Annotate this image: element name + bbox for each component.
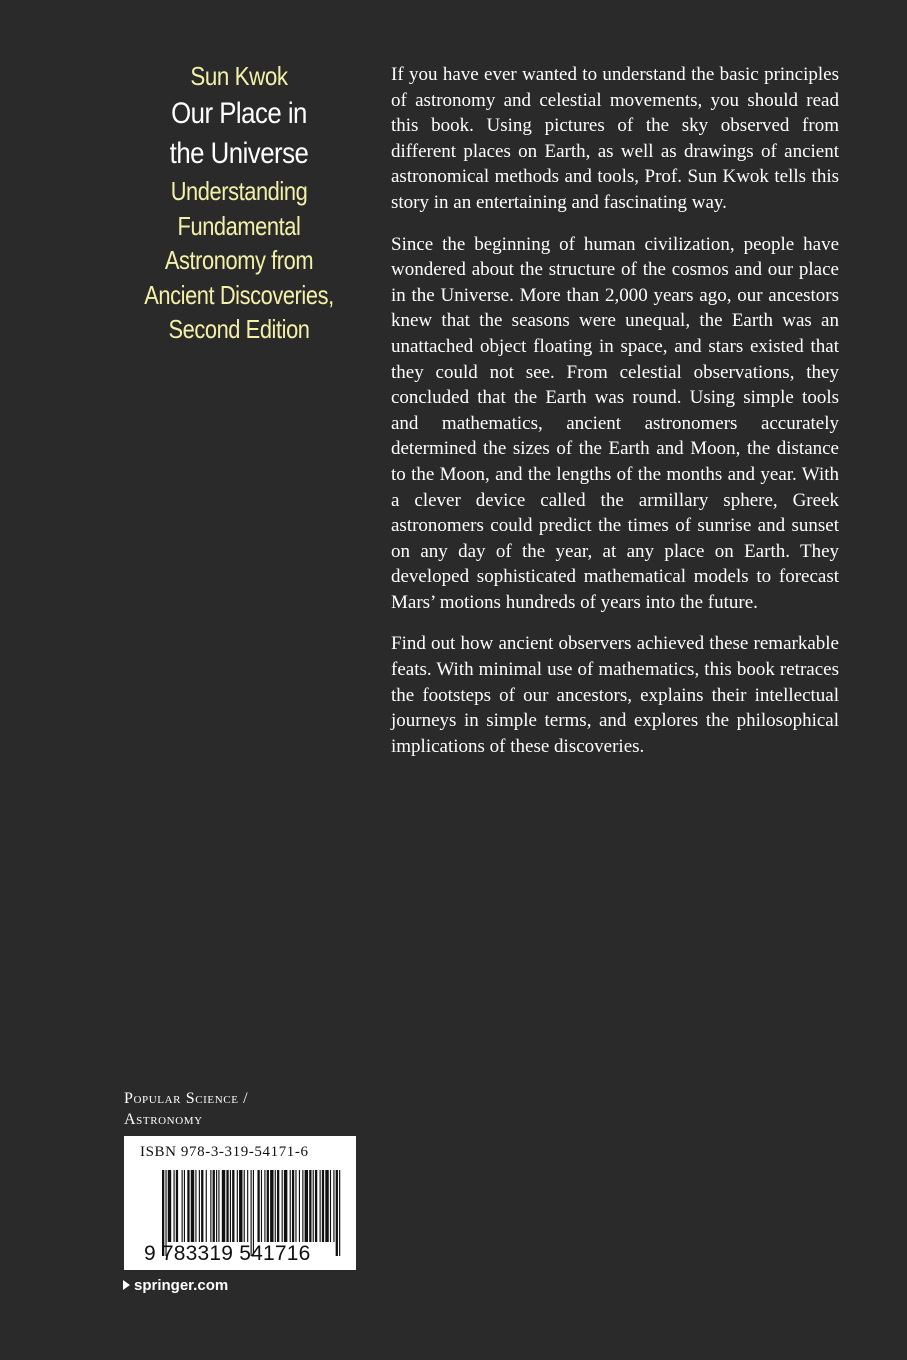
barcode-bar	[302, 1170, 303, 1242]
barcode-bar	[309, 1170, 311, 1242]
barcode-bar	[277, 1170, 279, 1242]
subtitle-line-3: Astronomy from	[164, 245, 314, 275]
barcode-bar	[230, 1170, 231, 1242]
publisher-url: springer.com	[134, 1277, 229, 1294]
barcode-bar	[237, 1170, 238, 1242]
barcode-bar	[199, 1170, 200, 1242]
barcode-bar	[226, 1170, 228, 1242]
barcode-bar	[299, 1170, 300, 1242]
cover-title-block	[118, 58, 360, 347]
barcode-bar	[305, 1170, 308, 1242]
barcode-bar	[184, 1170, 185, 1242]
barcode-bar	[206, 1170, 207, 1242]
barcode-bar	[290, 1170, 291, 1242]
barcode-bar	[191, 1170, 194, 1242]
blurb-paragraph-2: Since the beginning of human civilization, people have wondered about the structure of the cosmos and our place in the Universe. More than 2,000 years ago, our ancestors knew that the seasons were unequal, the Earth was an unattached object floating in space, and stars existed that they could not see. From celestial observations, they concluded that the Earth was round. Using simple tools and mathematics, ancient astronomers accurately determined the sizes of the Earth and Moon, the distance to the Moon, and the lengths of the months and year. With a clever device called the armillary sphere, Greek astronomers could predict the times of sunrise and sunset on any day of the year, at any place on Earth. They developed sophisticated mathematical models to forecast Mars’ motions hundreds of years into the future.	[391, 233, 839, 613]
barcode-bar	[244, 1170, 245, 1242]
barcode-bar	[210, 1170, 211, 1242]
barcode-bar	[182, 1170, 183, 1242]
barcode-bar	[267, 1170, 269, 1242]
blurb-paragraph-1: If you have ever wanted to understand the basic principles of astronomy and celestial movements, you should read this book. Using pictures of the sky observed from different places on Earth, as well as drawings of ancient astronomical methods and tools, Prof. Sun Kwok tells this story in an entertaining and fascinating way.	[391, 64, 839, 213]
barcode-bar	[320, 1170, 321, 1242]
book-title-line-2: the Universe	[169, 137, 309, 170]
barcode-bar	[264, 1170, 265, 1242]
blurb-paragraph-3: Find out how ancient observers achieved these remarkable feats. With minimal use of mathematics, this book retraces the footsteps of our ancestors, explains their intellectual journeys in simple terms, and explores the philosophical implications of these discoveries.	[391, 633, 839, 757]
subject-category	[124, 1088, 248, 1130]
publisher-link[interactable]	[123, 1276, 228, 1296]
book-title-line-1: Our Place in	[171, 97, 307, 130]
category-line-1: Popular Science /	[124, 1090, 249, 1107]
subtitle-line-1: Understanding	[170, 176, 308, 206]
barcode-bar	[313, 1170, 314, 1242]
barcode-bar	[292, 1170, 294, 1242]
barcode-bar	[201, 1170, 203, 1242]
barcode-bar	[295, 1170, 296, 1242]
barcode-bar	[232, 1170, 234, 1242]
barcode-bar	[222, 1170, 225, 1242]
barcode-bar	[257, 1170, 259, 1242]
subtitle-line-4: Ancient Discoveries,	[144, 279, 334, 310]
barcode-bar	[218, 1170, 219, 1242]
barcode-bar	[325, 1170, 328, 1242]
blurb	[391, 62, 839, 775]
isbn-barcode	[124, 1136, 356, 1270]
barcode-bar	[216, 1170, 217, 1242]
barcode-bar	[270, 1170, 273, 1242]
barcode-bar	[213, 1170, 215, 1242]
barcode-bar	[275, 1170, 276, 1242]
barcode-bar	[284, 1170, 287, 1242]
barcode-digits: 9 783319 541716	[144, 1242, 311, 1265]
barcode-bar	[247, 1170, 248, 1242]
barcode-bar	[282, 1170, 283, 1242]
barcode-bar	[174, 1170, 175, 1242]
author-name: Sun Kwok	[190, 61, 288, 91]
barcode-bar	[176, 1170, 178, 1242]
barcode-bar	[330, 1170, 331, 1242]
barcode-bar	[322, 1170, 324, 1242]
barcode-bar	[333, 1170, 334, 1242]
barcode-bar	[239, 1170, 242, 1242]
arrow-right-icon	[123, 1280, 130, 1290]
subtitle-line-5: Second Edition	[168, 314, 310, 344]
subtitle-line-2: Fundamental	[177, 210, 301, 241]
barcode-bar	[187, 1170, 189, 1242]
category-line-2: Astronomy	[124, 1111, 203, 1128]
barcode-bar	[195, 1170, 196, 1242]
isbn-label: ISBN 978-3-319-54171-6	[140, 1144, 309, 1160]
barcode-bar	[168, 1170, 171, 1242]
barcode-bar	[261, 1170, 262, 1242]
barcode-bar	[315, 1170, 317, 1242]
